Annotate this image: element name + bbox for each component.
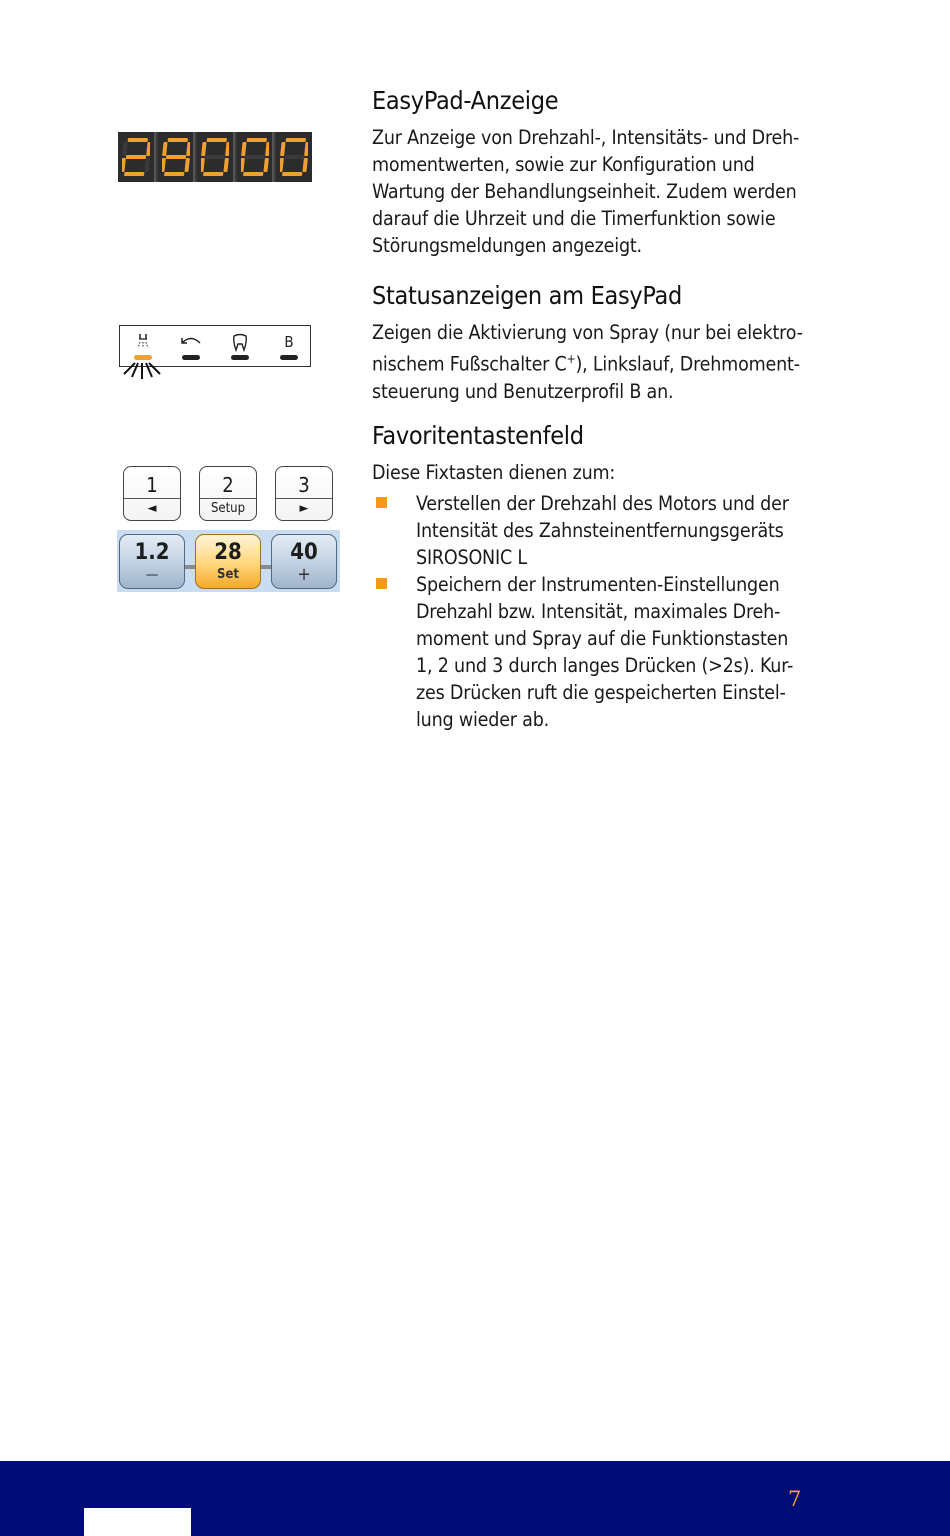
reverse-rotation-led bbox=[182, 355, 200, 360]
section-text: Zur Anzeige von Drehzahl-, Intensitäts- und Dreh- momentwerten, sowie zur Konfiguration und Wartung der Behandlungseinheit. Zudem werden darauf die Uhrzeit und die Timerfunktion sowie Störungsmeldungen angezeigt. bbox=[372, 126, 800, 257]
user-profile-b-label: B bbox=[284, 333, 294, 351]
page-number: 7 bbox=[788, 1487, 802, 1511]
display-digit bbox=[197, 132, 235, 182]
section-title: Statusanzeigen am EasyPad bbox=[372, 281, 682, 310]
page-footer bbox=[0, 1461, 950, 1536]
display-digit bbox=[276, 132, 312, 182]
list-item: Verstellen der Drehzahl des Motors und der Intensität des Zahnsteinentfernungsgeräts SIROSONIC L bbox=[372, 490, 812, 571]
section-intro: Diese Fixtasten dienen zum: bbox=[372, 461, 616, 484]
display-digit bbox=[118, 132, 156, 182]
section-text: Zeigen die Aktivierung von Spray (nur bei elektro- nischem Fußschalter C+), Linkslauf, Drehmoment- steuerung und Benutzerprofil B an. bbox=[372, 321, 803, 403]
favorite-key-plus[interactable]: 40 + bbox=[271, 534, 337, 589]
spray-glow-rays-icon bbox=[121, 362, 163, 382]
favorite-key-minus[interactable]: 1.2 — bbox=[119, 534, 185, 589]
section-easypad bbox=[372, 86, 812, 259]
easypad-display bbox=[118, 132, 312, 182]
section-title: EasyPad-Anzeige bbox=[372, 86, 559, 115]
bullet-square-icon bbox=[376, 578, 387, 589]
footer-white-box bbox=[84, 1508, 191, 1536]
function-key-3[interactable]: 3 ► bbox=[275, 466, 333, 521]
function-key-2-setup[interactable]: 2 Setup bbox=[199, 466, 257, 521]
bullet-list bbox=[372, 490, 812, 733]
favorite-key-set[interactable]: 28 Set bbox=[195, 534, 261, 589]
section-status bbox=[372, 281, 812, 405]
torque-led bbox=[231, 355, 249, 360]
bullet-square-icon bbox=[376, 497, 387, 508]
status-panel bbox=[119, 325, 311, 367]
spray-led bbox=[134, 355, 152, 360]
display-digit bbox=[237, 132, 275, 182]
function-key-1[interactable]: 1 ◄ bbox=[123, 466, 181, 521]
list-item: Speichern der Instrumenten-Einstellungen Drehzahl bzw. Intensität, maximales Dreh- moment und Spray auf die Funktionstasten 1, 2 und 3 durch langes Drücken (>2s). Kur- zes Drücken ruft die gespeicherten Einstel- lung wieder ab. bbox=[372, 571, 812, 733]
display-digit bbox=[158, 132, 196, 182]
section-title: Favoritentastenfeld bbox=[372, 421, 584, 450]
section-favorites bbox=[372, 421, 812, 733]
user-profile-led bbox=[280, 355, 298, 360]
